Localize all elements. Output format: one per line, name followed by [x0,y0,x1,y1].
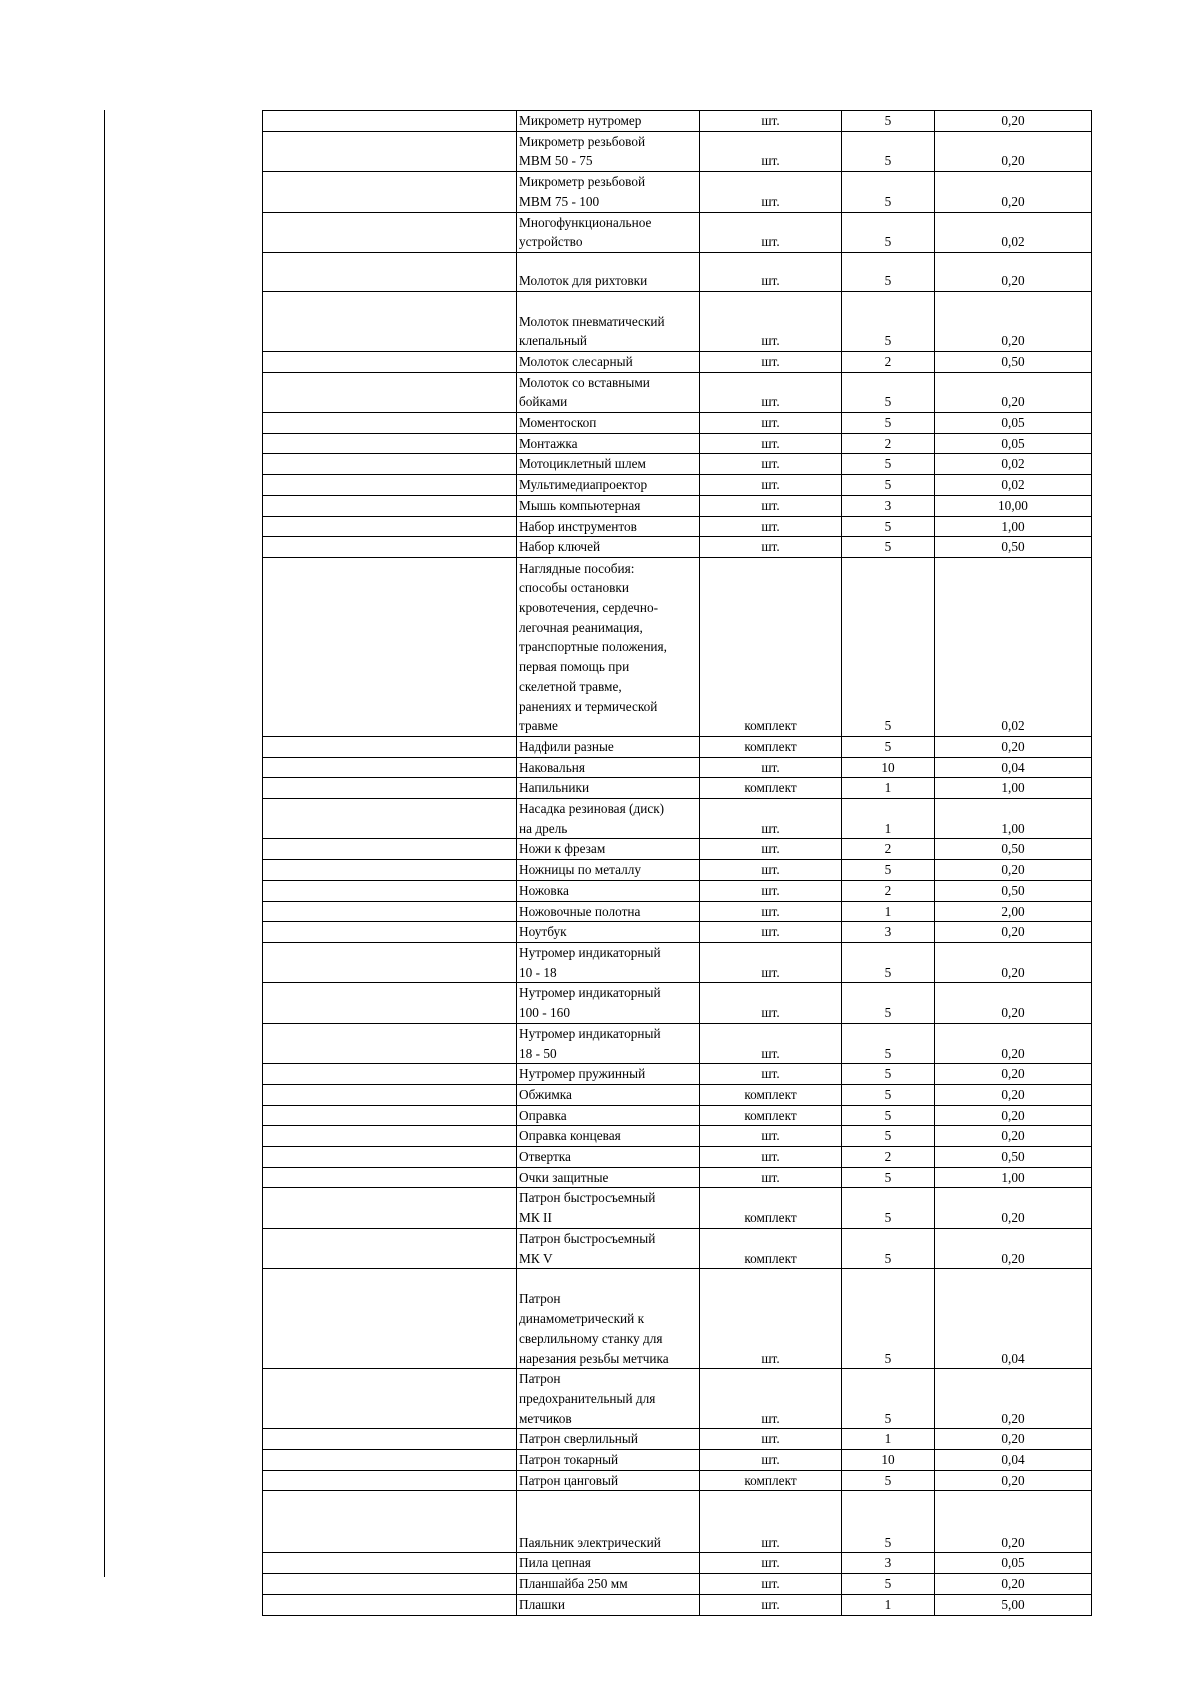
item-name-cell: Моментоскоп [517,413,700,434]
quantity-cell: 5 [842,111,935,132]
table-row [263,1574,1092,1595]
unit-cell: шт. [700,372,842,412]
unit-cell: шт. [700,922,842,943]
blank-cell [263,252,517,291]
unit-cell: шт. [700,839,842,860]
item-name-cell: Ножовочные полотна [517,901,700,922]
blank-cell [263,1105,517,1126]
coefficient-cell: 0,04 [935,1450,1092,1471]
item-name-cell: Микрометр резьбовой МВМ 75 - 100 [517,172,700,212]
unit-cell: шт. [700,1064,842,1085]
blank-cell [263,736,517,757]
quantity-cell: 3 [842,495,935,516]
table-row [263,1126,1092,1147]
unit-cell: комплект [700,1084,842,1105]
table-row [263,454,1092,475]
blank-cell [263,1470,517,1491]
table-row [263,901,1092,922]
coefficient-cell: 0,20 [935,172,1092,212]
coefficient-cell: 2,00 [935,901,1092,922]
item-name-cell: Плашки [517,1594,700,1615]
item-name-cell: Патрон сверлильный [517,1429,700,1450]
blank-cell [263,983,517,1023]
item-name-cell: Оправка концевая [517,1126,700,1147]
table-row [263,839,1092,860]
unit-cell: шт. [700,1269,842,1369]
quantity-cell: 5 [842,1188,935,1228]
quantity-cell: 5 [842,1269,935,1369]
item-name-cell: Планшайба 250 мм [517,1574,700,1595]
quantity-cell: 5 [842,860,935,881]
table-row [263,111,1092,132]
blank-cell [263,1369,517,1429]
item-name-cell: Набор инструментов [517,516,700,537]
blank-cell [263,1429,517,1450]
coefficient-cell: 1,00 [935,799,1092,839]
item-name-cell: Ножовка [517,880,700,901]
quantity-cell: 5 [842,1126,935,1147]
blank-cell [263,778,517,799]
item-name-cell: Наглядные пособия: способы остановки кровотечения, сердечно- легочная реанимация, транспортные положения, первая помощь при скелетной травме, ранениях и термической травме [517,557,700,736]
coefficient-cell: 0,04 [935,1269,1092,1369]
item-name-cell: Патрон быстросъемный МК II [517,1188,700,1228]
table-row [263,1188,1092,1228]
coefficient-cell: 0,20 [935,1064,1092,1085]
quantity-cell: 5 [842,537,935,558]
coefficient-cell: 0,02 [935,475,1092,496]
coefficient-cell: 0,20 [935,252,1092,291]
quantity-cell: 5 [842,131,935,171]
quantity-cell: 5 [842,942,935,982]
coefficient-cell: 0,02 [935,212,1092,252]
blank-cell [263,1491,517,1553]
blank-cell [263,413,517,434]
item-name-cell: Наковальня [517,757,700,778]
quantity-cell: 5 [842,1470,935,1491]
blank-cell [263,212,517,252]
coefficient-cell: 0,02 [935,557,1092,736]
unit-cell: шт. [700,351,842,372]
blank-cell [263,1574,517,1595]
item-name-cell: Патрон токарный [517,1450,700,1471]
quantity-cell: 1 [842,901,935,922]
blank-cell [263,1228,517,1268]
table-row [263,1491,1092,1553]
item-name-cell: Отвертка [517,1147,700,1168]
blank-cell [263,1269,517,1369]
blank-cell [263,372,517,412]
table-row [263,557,1092,736]
unit-cell: шт. [700,1429,842,1450]
coefficient-cell: 0,20 [935,111,1092,132]
item-name-cell: Ноутбук [517,922,700,943]
unit-cell: шт. [700,942,842,982]
table-row [263,1064,1092,1085]
coefficient-cell: 0,20 [935,922,1092,943]
unit-cell: шт. [700,454,842,475]
coefficient-cell: 0,20 [935,131,1092,171]
table-row [263,212,1092,252]
table-row [263,880,1092,901]
blank-cell [263,291,517,351]
unit-cell: комплект [700,736,842,757]
table-row [263,537,1092,558]
quantity-cell: 5 [842,212,935,252]
item-name-cell: Надфили разные [517,736,700,757]
item-name-cell: Нутромер индикаторный 18 - 50 [517,1023,700,1063]
unit-cell: шт. [700,212,842,252]
quantity-cell: 1 [842,778,935,799]
unit-cell: шт. [700,757,842,778]
unit-cell: шт. [700,252,842,291]
blank-cell [263,839,517,860]
quantity-cell: 2 [842,839,935,860]
coefficient-cell: 0,20 [935,1491,1092,1553]
item-name-cell: Монтажка [517,433,700,454]
table-row [263,495,1092,516]
blank-cell [263,1084,517,1105]
table-body [263,111,1092,1616]
blank-cell [263,757,517,778]
table-row [263,172,1092,212]
table-row [263,433,1092,454]
quantity-cell: 5 [842,1105,935,1126]
unit-cell: шт. [700,1553,842,1574]
unit-cell: комплект [700,1470,842,1491]
quantity-cell: 5 [842,252,935,291]
coefficient-cell: 10,00 [935,495,1092,516]
table-row [263,1228,1092,1268]
table-row [263,1084,1092,1105]
table-row [263,475,1092,496]
table-row [263,1429,1092,1450]
unit-cell: шт. [700,799,842,839]
coefficient-cell: 0,50 [935,839,1092,860]
table-row [263,757,1092,778]
equipment-table [262,110,1092,1616]
item-name-cell: Молоток для рихтовки [517,252,700,291]
table-row [263,516,1092,537]
item-name-cell: Напильники [517,778,700,799]
unit-cell: шт. [700,475,842,496]
coefficient-cell: 0,20 [935,1023,1092,1063]
quantity-cell: 2 [842,880,935,901]
quantity-cell: 1 [842,799,935,839]
table-row [263,1470,1092,1491]
coefficient-cell: 0,05 [935,1553,1092,1574]
blank-cell [263,131,517,171]
table-row [263,413,1092,434]
item-name-cell: Микрометр резьбовой МВМ 50 - 75 [517,131,700,171]
coefficient-cell: 0,50 [935,1147,1092,1168]
quantity-cell: 10 [842,1450,935,1471]
quantity-cell: 3 [842,1553,935,1574]
item-name-cell: Патрон предохранительный для метчиков [517,1369,700,1429]
blank-cell [263,111,517,132]
quantity-cell: 5 [842,1064,935,1085]
blank-cell [263,901,517,922]
unit-cell: шт. [700,172,842,212]
coefficient-cell: 0,04 [935,757,1092,778]
coefficient-cell: 1,00 [935,1167,1092,1188]
quantity-cell: 1 [842,1429,935,1450]
coefficient-cell: 0,20 [935,1470,1092,1491]
coefficient-cell: 0,20 [935,1105,1092,1126]
item-name-cell: Паяльник электрический [517,1491,700,1553]
quantity-cell: 5 [842,1023,935,1063]
unit-cell: комплект [700,1105,842,1126]
table-row [263,1105,1092,1126]
coefficient-cell: 0,20 [935,1126,1092,1147]
quantity-cell: 2 [842,433,935,454]
quantity-cell: 5 [842,557,935,736]
blank-cell [263,1188,517,1228]
item-name-cell: Нутромер пружинный [517,1064,700,1085]
left-margin-line [104,110,105,1577]
unit-cell: шт. [700,516,842,537]
item-name-cell: Многофункциональное устройство [517,212,700,252]
item-name-cell: Молоток со вставными бойками [517,372,700,412]
blank-cell [263,1147,517,1168]
item-name-cell: Насадка резиновая (диск) на дрель [517,799,700,839]
coefficient-cell: 0,05 [935,413,1092,434]
item-name-cell: Молоток слесарный [517,351,700,372]
blank-cell [263,1126,517,1147]
quantity-cell: 5 [842,983,935,1023]
coefficient-cell: 0,20 [935,736,1092,757]
blank-cell [263,172,517,212]
table-row [263,372,1092,412]
quantity-cell: 5 [842,1167,935,1188]
unit-cell: шт. [700,495,842,516]
quantity-cell: 1 [842,1594,935,1615]
item-name-cell: Патрон цанговый [517,1470,700,1491]
table-row [263,1023,1092,1063]
blank-cell [263,351,517,372]
quantity-cell: 5 [842,454,935,475]
blank-cell [263,454,517,475]
coefficient-cell: 0,20 [935,1574,1092,1595]
item-name-cell: Ножницы по металлу [517,860,700,881]
item-name-cell: Мультимедиапроектор [517,475,700,496]
quantity-cell: 5 [842,1574,935,1595]
quantity-cell: 5 [842,413,935,434]
coefficient-cell: 0,20 [935,942,1092,982]
coefficient-cell: 1,00 [935,778,1092,799]
quantity-cell: 5 [842,516,935,537]
unit-cell: шт. [700,1369,842,1429]
blank-cell [263,1167,517,1188]
table-row [263,942,1092,982]
unit-cell: шт. [700,1023,842,1063]
item-name-cell: Очки защитные [517,1167,700,1188]
quantity-cell: 2 [842,351,935,372]
blank-cell [263,537,517,558]
unit-cell: шт. [700,880,842,901]
unit-cell: шт. [700,111,842,132]
unit-cell: шт. [700,1147,842,1168]
unit-cell: шт. [700,1167,842,1188]
item-name-cell: Набор ключей [517,537,700,558]
coefficient-cell: 5,00 [935,1594,1092,1615]
quantity-cell: 5 [842,1491,935,1553]
quantity-cell: 5 [842,1228,935,1268]
blank-cell [263,860,517,881]
quantity-cell: 10 [842,757,935,778]
quantity-cell: 3 [842,922,935,943]
unit-cell: шт. [700,131,842,171]
quantity-cell: 5 [842,172,935,212]
unit-cell: шт. [700,860,842,881]
unit-cell: шт. [700,901,842,922]
item-name-cell: Патрон быстросъемный МК V [517,1228,700,1268]
quantity-cell: 5 [842,372,935,412]
item-name-cell: Микрометр нутромер [517,111,700,132]
coefficient-cell: 0,50 [935,880,1092,901]
coefficient-cell: 0,05 [935,433,1092,454]
quantity-cell: 5 [842,1369,935,1429]
table-row [263,1450,1092,1471]
quantity-cell: 2 [842,1147,935,1168]
coefficient-cell: 0,20 [935,291,1092,351]
blank-cell [263,495,517,516]
table-row [263,1147,1092,1168]
quantity-cell: 5 [842,475,935,496]
table-row [263,799,1092,839]
coefficient-cell: 0,50 [935,537,1092,558]
coefficient-cell: 0,20 [935,1084,1092,1105]
table-row [263,291,1092,351]
unit-cell: шт. [700,537,842,558]
unit-cell: шт. [700,413,842,434]
coefficient-cell: 0,20 [935,1188,1092,1228]
item-name-cell: Пила цепная [517,1553,700,1574]
unit-cell: шт. [700,1594,842,1615]
item-name-cell: Нутромер индикаторный 10 - 18 [517,942,700,982]
coefficient-cell: 0,20 [935,860,1092,881]
table-row [263,1594,1092,1615]
unit-cell: шт. [700,1491,842,1553]
table-row [263,1269,1092,1369]
item-name-cell: Патрон динамометрический к сверлильному станку для нарезания резьбы метчика [517,1269,700,1369]
table-row [263,983,1092,1023]
unit-cell: шт. [700,1450,842,1471]
blank-cell [263,433,517,454]
table-row [263,1167,1092,1188]
item-name-cell: Ножи к фрезам [517,839,700,860]
table-row [263,1369,1092,1429]
unit-cell: шт. [700,291,842,351]
blank-cell [263,1450,517,1471]
table-row [263,778,1092,799]
table-row [263,351,1092,372]
blank-cell [263,1594,517,1615]
unit-cell: комплект [700,1188,842,1228]
item-name-cell: Молоток пневматический клепальный [517,291,700,351]
unit-cell: комплект [700,778,842,799]
coefficient-cell: 0,20 [935,1228,1092,1268]
item-name-cell: Обжимка [517,1084,700,1105]
blank-cell [263,942,517,982]
item-name-cell: Оправка [517,1105,700,1126]
quantity-cell: 5 [842,736,935,757]
table-row [263,860,1092,881]
quantity-cell: 5 [842,1084,935,1105]
item-name-cell: Мотоциклетный шлем [517,454,700,475]
blank-cell [263,880,517,901]
item-name-cell: Мышь компьютерная [517,495,700,516]
coefficient-cell: 0,20 [935,1429,1092,1450]
blank-cell [263,1023,517,1063]
blank-cell [263,475,517,496]
unit-cell: шт. [700,433,842,454]
coefficient-cell: 0,02 [935,454,1092,475]
unit-cell: комплект [700,1228,842,1268]
blank-cell [263,557,517,736]
coefficient-cell: 0,20 [935,1369,1092,1429]
table-row [263,1553,1092,1574]
table-row [263,736,1092,757]
blank-cell [263,799,517,839]
table-row [263,131,1092,171]
item-name-cell: Нутромер индикаторный 100 - 160 [517,983,700,1023]
quantity-cell: 5 [842,291,935,351]
table-row [263,252,1092,291]
table-row [263,922,1092,943]
blank-cell [263,922,517,943]
unit-cell: шт. [700,1126,842,1147]
unit-cell: шт. [700,983,842,1023]
blank-cell [263,1064,517,1085]
unit-cell: шт. [700,1574,842,1595]
blank-cell [263,1553,517,1574]
coefficient-cell: 0,50 [935,351,1092,372]
coefficient-cell: 1,00 [935,516,1092,537]
unit-cell: комплект [700,557,842,736]
coefficient-cell: 0,20 [935,983,1092,1023]
blank-cell [263,516,517,537]
coefficient-cell: 0,20 [935,372,1092,412]
